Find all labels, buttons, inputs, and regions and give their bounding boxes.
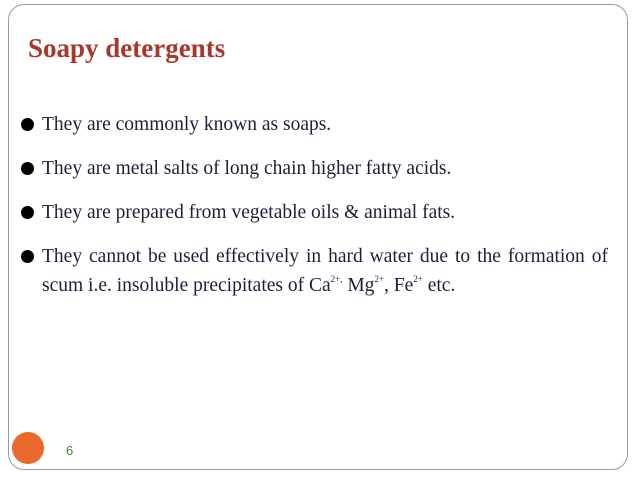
bullet-text: Mg xyxy=(342,275,375,296)
slide-title: Soapy detergents xyxy=(28,33,226,63)
bullet-item xyxy=(18,154,608,183)
bullet-text: They cannot be used effectively in hard water due to the formation of scum i.e. insoluble precipitates of Ca xyxy=(42,246,608,296)
bullet-text: They are metal salts of long chain higher fatty acids. xyxy=(42,158,452,179)
decorative-circle-icon xyxy=(12,432,44,464)
bullet-text: etc. xyxy=(422,275,456,296)
bullet-dot-icon xyxy=(21,250,34,263)
bullet-item xyxy=(18,242,608,300)
bullet-dot-icon xyxy=(21,118,34,131)
superscript-charge: 2+ xyxy=(374,274,385,284)
bullet-text: , Fe xyxy=(384,275,414,296)
bullet-dot-icon xyxy=(21,162,34,175)
bullet-dot-icon xyxy=(21,206,34,219)
superscript-charge: 2+, xyxy=(330,274,343,284)
bullet-item xyxy=(18,198,608,227)
bullet-text: They are commonly known as soaps. xyxy=(42,114,332,135)
page-number: 6 xyxy=(66,443,74,458)
bullet-list xyxy=(18,110,608,315)
bullet-item xyxy=(18,110,608,139)
superscript-charge: 2+ xyxy=(413,274,423,284)
bullet-text: They are prepared from vegetable oils & animal fats. xyxy=(42,202,456,223)
